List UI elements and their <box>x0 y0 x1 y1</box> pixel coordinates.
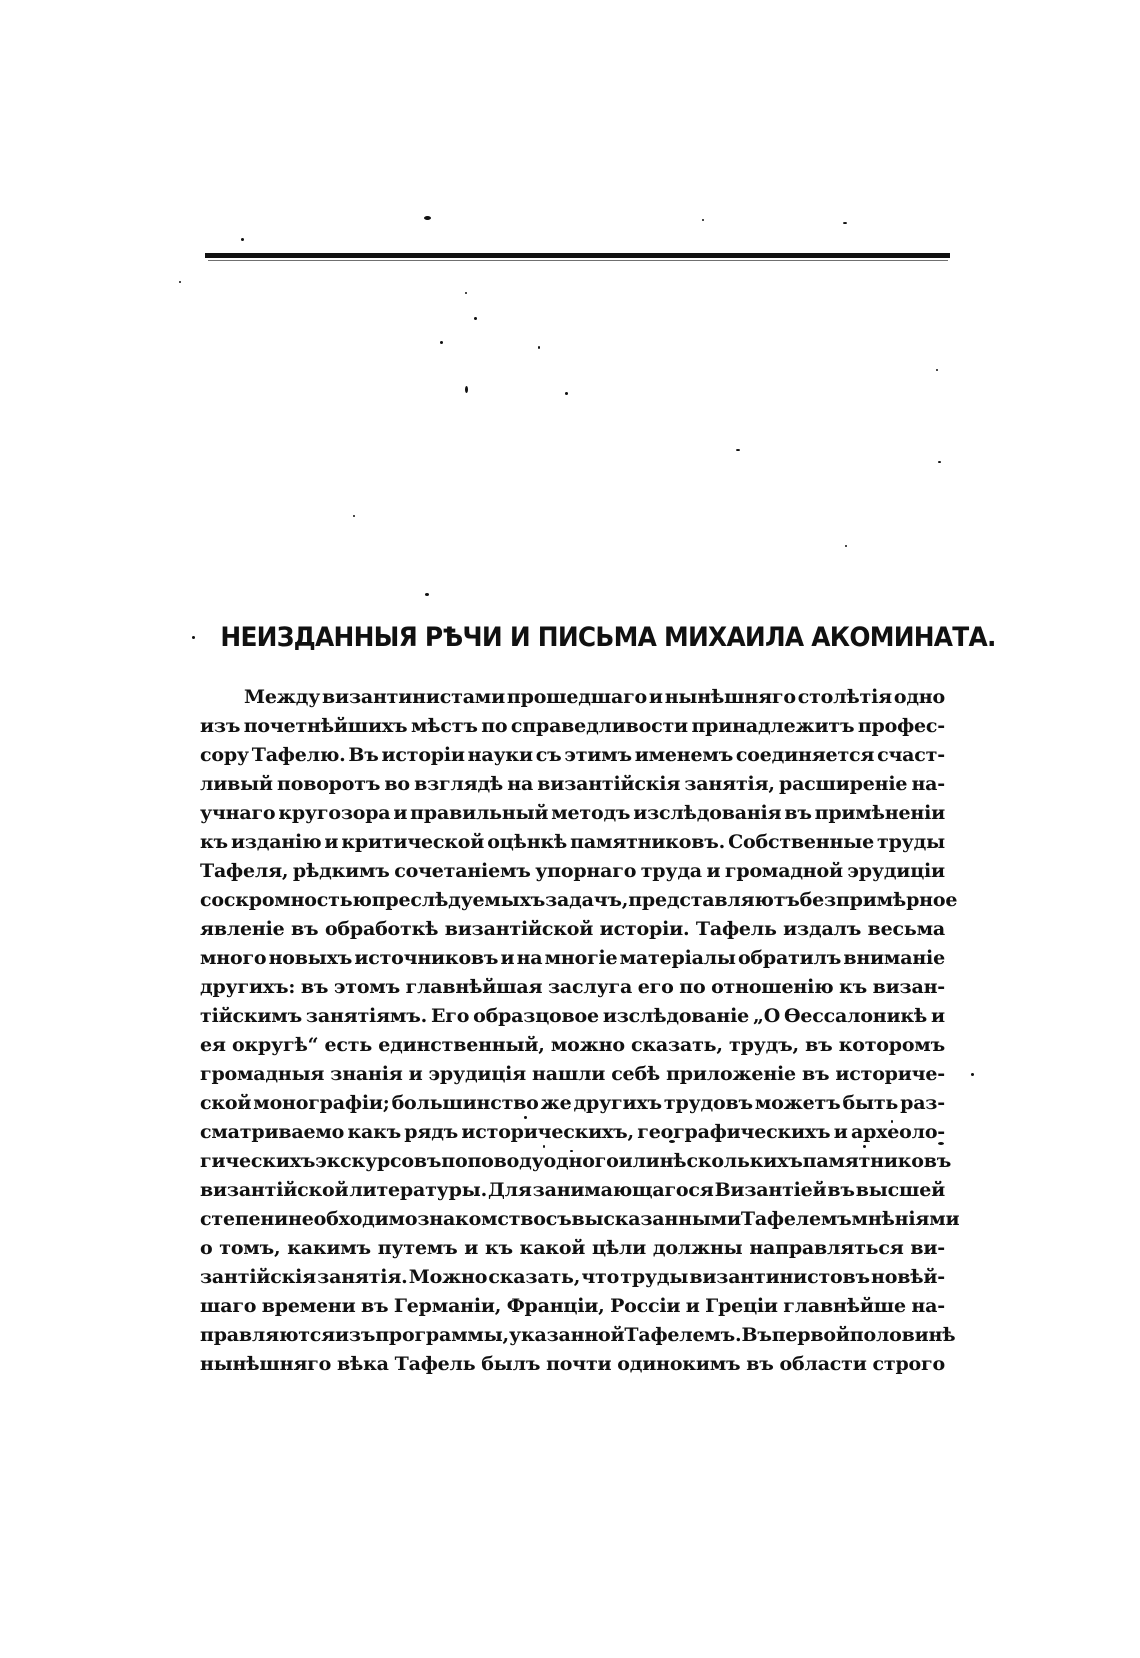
body-word: ви- <box>910 1237 945 1259</box>
body-word: себѣ <box>611 1063 661 1085</box>
body-word: цѣли <box>591 1237 647 1259</box>
scan-speck <box>936 369 938 371</box>
body-line <box>200 1176 945 1205</box>
body-word: къ <box>839 976 867 998</box>
body-word: Тафель <box>394 1353 476 1375</box>
body-word: можетъ <box>754 1092 841 1114</box>
body-word: безпримѣрное <box>799 889 958 911</box>
body-word: на <box>516 947 543 969</box>
scan-speck <box>938 461 941 463</box>
document-body <box>200 683 960 1379</box>
body-word: есть <box>324 1034 373 1056</box>
body-word: науки <box>467 744 533 766</box>
body-word: новыхъ <box>268 947 353 969</box>
scan-speck <box>425 593 429 596</box>
body-line <box>200 1118 945 1147</box>
scan-speck <box>736 449 740 451</box>
body-line <box>200 1147 952 1176</box>
body-line <box>200 828 945 857</box>
body-word: ской <box>200 1092 252 1114</box>
body-word: высшей <box>855 1179 945 1201</box>
body-word: географическихъ <box>637 1121 831 1143</box>
scan-speck <box>424 216 431 220</box>
body-word: сказать, <box>488 1266 581 1288</box>
body-word: на- <box>911 1295 945 1317</box>
scan-speck <box>843 222 847 224</box>
body-word: учнаго <box>200 802 276 824</box>
scan-speck <box>465 386 468 393</box>
body-line <box>200 683 945 712</box>
body-word: же <box>540 1092 572 1114</box>
body-word: томъ, <box>219 1237 281 1259</box>
document-title: НЕИЗДАННЫЯ РѢЧИ И ПИСЬМА МИХАИЛА АКОМИНАТА. <box>220 622 996 653</box>
body-word: зантійскія <box>200 1266 316 1288</box>
body-line <box>200 1234 945 1263</box>
body-word: громадной <box>724 860 843 882</box>
body-word: отношенію <box>711 976 834 998</box>
body-word: и <box>464 1237 479 1259</box>
body-word: „О <box>753 1005 781 1027</box>
body-word: трудъ, <box>729 1034 799 1056</box>
scan-speck <box>845 545 847 547</box>
body-word: на <box>507 773 534 795</box>
body-word: громадныя <box>200 1063 325 1085</box>
body-word: Можно <box>408 1266 488 1288</box>
body-word: его <box>637 976 674 998</box>
body-word: взглядѣ <box>414 773 504 795</box>
body-word: занятія. <box>317 1266 408 1288</box>
body-word: на- <box>911 773 945 795</box>
body-word: и <box>931 1005 945 1027</box>
body-line <box>200 1031 945 1060</box>
body-word: прошедшаго <box>506 686 647 708</box>
body-word: сочетаніемъ <box>394 860 531 882</box>
body-word: должны <box>652 1237 743 1259</box>
body-word: нынѣшняго <box>200 1353 332 1375</box>
body-word: нѣсколькихъ <box>659 1150 803 1172</box>
body-word: нашли <box>532 1063 606 1085</box>
body-word: памятниковъ. <box>570 831 726 853</box>
scan-speck <box>971 1073 974 1076</box>
body-word: тійскимъ <box>200 1005 302 1027</box>
body-word: шаго <box>200 1295 257 1317</box>
body-word: сматриваемо <box>200 1121 345 1143</box>
body-word: въ <box>784 802 812 824</box>
body-word: путемъ <box>377 1237 458 1259</box>
body-word: визан- <box>872 976 945 998</box>
body-word: изслѣдованія <box>633 802 782 824</box>
body-line <box>200 1263 945 1292</box>
body-word: соединяется <box>735 744 875 766</box>
body-word: византинистовъ <box>689 1266 870 1288</box>
body-word: историче- <box>835 1063 945 1085</box>
body-word: по <box>679 976 706 998</box>
body-word: въ <box>300 976 329 998</box>
body-word: по <box>481 715 508 737</box>
body-word: столѣтія <box>797 686 892 708</box>
body-word: эрудиціи <box>847 860 945 882</box>
body-word: ея <box>200 1034 226 1056</box>
body-word: Между <box>244 686 321 708</box>
body-word: Въ <box>741 1324 772 1346</box>
body-word: Для <box>487 1179 532 1201</box>
body-word: византійской <box>200 1179 349 1201</box>
body-word: византинистами <box>322 686 505 708</box>
body-word: былъ <box>481 1353 541 1375</box>
body-word: какимъ <box>287 1237 371 1259</box>
body-word: о <box>200 1237 213 1259</box>
body-word: мнѣніями <box>851 1208 960 1230</box>
body-word: къ <box>200 831 228 853</box>
scan-speck <box>702 219 704 221</box>
body-word: обратилъ <box>737 947 842 969</box>
body-word: занятія, <box>684 773 775 795</box>
body-word: сказать, <box>631 1034 723 1056</box>
body-line <box>200 799 945 828</box>
body-word: экскурсовъ <box>315 1150 442 1172</box>
body-word: въ <box>291 918 319 940</box>
body-word: какъ <box>347 1121 401 1143</box>
body-word: и <box>393 802 408 824</box>
body-word: поводу <box>467 1150 544 1172</box>
body-word: или <box>618 1150 660 1172</box>
body-word: этимъ <box>564 744 632 766</box>
body-word: исторіи. <box>599 918 690 940</box>
body-word: новѣй- <box>871 1266 945 1288</box>
body-word: во <box>384 773 410 795</box>
body-word: въ <box>801 1063 830 1085</box>
body-line <box>200 886 958 915</box>
body-word: сору <box>200 744 249 766</box>
body-word: профес- <box>857 715 945 737</box>
body-word: въ <box>361 1295 389 1317</box>
body-word: гическихъ <box>200 1150 316 1172</box>
body-word: округѣ“ <box>231 1034 319 1056</box>
body-word: вѣка <box>336 1353 389 1375</box>
body-word: съ <box>545 1208 572 1230</box>
body-word: Тафелемъ. <box>624 1324 742 1346</box>
body-word: въ <box>746 1353 774 1375</box>
body-word: рядъ <box>404 1121 459 1143</box>
body-word: примѣненіи <box>814 802 945 824</box>
body-word: половинѣ <box>849 1324 956 1346</box>
body-word: указанной <box>508 1324 625 1346</box>
body-word: высказанными <box>571 1208 741 1230</box>
body-word: Тафелю. <box>251 744 346 766</box>
body-word: и <box>685 1295 700 1317</box>
body-word: преслѣдуемыхъ <box>371 889 546 911</box>
body-word: матеріалы <box>619 947 736 969</box>
body-word: византійскія <box>537 773 681 795</box>
body-word: приложеніе <box>666 1063 796 1085</box>
body-line <box>200 944 945 973</box>
body-word: съ <box>535 744 562 766</box>
body-word: изданію <box>230 831 322 853</box>
body-line <box>200 973 945 1002</box>
scan-speck <box>474 317 477 320</box>
body-word: Византіей <box>714 1179 827 1201</box>
body-word: большинство <box>391 1092 539 1114</box>
body-word: труды <box>877 831 945 853</box>
body-word: по <box>441 1150 468 1172</box>
body-word: справедливости <box>510 715 688 737</box>
body-word: трудовъ <box>663 1092 753 1114</box>
body-word: занимающагося <box>532 1179 714 1201</box>
body-word: труды <box>620 1266 689 1288</box>
body-word: Германіи, <box>393 1295 502 1317</box>
body-word: Его <box>430 1005 470 1027</box>
body-word: весьма <box>867 918 945 940</box>
body-word: скромностью <box>223 889 372 911</box>
body-word: которомъ <box>838 1034 945 1056</box>
body-word: образцовое <box>473 1005 599 1027</box>
body-word: оцѣнкѣ <box>487 831 568 853</box>
body-word: изъ <box>335 1324 376 1346</box>
body-word: одинокимъ <box>617 1353 741 1375</box>
body-word: Греціи <box>705 1295 778 1317</box>
body-word: въ <box>805 1034 833 1056</box>
body-word: можно <box>550 1034 625 1056</box>
body-word: времени <box>261 1295 356 1317</box>
scan-speck <box>538 346 540 349</box>
body-word: въ <box>827 1179 855 1201</box>
body-line <box>200 1060 945 1089</box>
body-word: заслуга <box>547 976 633 998</box>
body-word: этомъ <box>333 976 400 998</box>
body-line <box>200 1321 956 1350</box>
body-word: единственный, <box>378 1034 545 1056</box>
body-word: и <box>648 686 663 708</box>
body-word: Собственные <box>728 831 874 853</box>
scan-speck <box>179 281 181 283</box>
body-word: раз- <box>900 1092 945 1114</box>
body-word: вниманіе <box>843 947 945 969</box>
body-word: Въ <box>348 744 379 766</box>
body-word: первой <box>771 1324 850 1346</box>
body-line <box>200 712 945 741</box>
body-word: главнѣйше <box>783 1295 906 1317</box>
body-word: одного <box>543 1150 619 1172</box>
body-word: необходимо <box>288 1208 418 1230</box>
body-word: ливый <box>200 773 273 795</box>
body-word: исторіи <box>381 744 465 766</box>
body-word: и <box>500 947 515 969</box>
body-word: кругозора <box>278 802 391 824</box>
body-word: правляются <box>200 1324 335 1346</box>
body-word: правильный <box>410 802 549 824</box>
body-line <box>200 1205 960 1234</box>
body-word: изслѣдованіе <box>602 1005 750 1027</box>
body-word: византійской <box>444 918 594 940</box>
body-word: одно <box>893 686 945 708</box>
body-word: много <box>200 947 267 969</box>
body-line <box>200 1002 945 1031</box>
body-word: нынѣшняго <box>664 686 796 708</box>
body-word: Франціи, <box>506 1295 605 1317</box>
body-word: знанія <box>330 1063 403 1085</box>
body-word: направляться <box>749 1237 904 1259</box>
body-word: и <box>706 860 721 882</box>
body-word: занятіямъ. <box>305 1005 428 1027</box>
body-word: мѣстъ <box>410 715 478 737</box>
body-word: Тафелемъ <box>740 1208 852 1230</box>
body-word: источниковъ <box>354 947 499 969</box>
body-word: рѣдкимъ <box>292 860 390 882</box>
body-line <box>200 770 945 799</box>
body-word: обработкѣ <box>324 918 439 940</box>
body-word: строго <box>872 1353 945 1375</box>
body-word: и <box>324 831 339 853</box>
body-word: къ <box>484 1237 513 1259</box>
scan-speck <box>192 636 195 639</box>
body-word: издалъ <box>783 918 862 940</box>
body-word: монографіи; <box>253 1092 390 1114</box>
body-line <box>200 741 945 770</box>
body-word: именемъ <box>634 744 734 766</box>
body-word: методъ <box>551 802 631 824</box>
header-rule <box>205 253 950 258</box>
body-word: памятниковъ <box>802 1150 952 1172</box>
body-word: явленіе <box>200 918 285 940</box>
body-word: историческихъ, <box>461 1121 634 1143</box>
body-word: области <box>779 1353 867 1375</box>
body-word: Өессалоникѣ <box>784 1005 928 1027</box>
body-word: расширеніе <box>778 773 908 795</box>
body-word: степени <box>200 1208 289 1230</box>
body-word: знакомство <box>417 1208 546 1230</box>
body-word: программы, <box>375 1324 509 1346</box>
body-word: задачъ, <box>545 889 629 911</box>
body-word: эрудиція <box>428 1063 527 1085</box>
body-word: поворотъ <box>277 773 381 795</box>
scan-speck <box>353 515 355 517</box>
body-word: другихъ <box>573 1092 662 1114</box>
body-word: Тафель <box>695 918 777 940</box>
scan-speck <box>465 292 467 294</box>
body-word: и <box>833 1121 848 1143</box>
body-word: упорнаго <box>535 860 637 882</box>
body-word: многіе <box>544 947 618 969</box>
body-word: главнѣйшая <box>405 976 543 998</box>
body-word: археоло- <box>850 1121 945 1143</box>
scan-speck <box>565 392 568 395</box>
body-word: быть <box>842 1092 899 1114</box>
body-word: изъ <box>200 715 241 737</box>
body-word: счаст- <box>877 744 945 766</box>
body-word: почетнѣйшихъ <box>243 715 408 737</box>
body-line <box>200 1089 945 1118</box>
body-word: со <box>200 889 224 911</box>
body-word: Тафеля, <box>200 860 289 882</box>
body-word: принадлежитъ <box>691 715 855 737</box>
body-word: другихъ: <box>200 976 296 998</box>
body-line <box>200 915 945 944</box>
scan-speck <box>440 341 443 344</box>
body-word: литературы. <box>349 1179 487 1201</box>
body-line <box>200 1292 945 1321</box>
body-word: критической <box>341 831 485 853</box>
body-word: что <box>581 1266 620 1288</box>
body-word: труда <box>640 860 702 882</box>
body-word: представляютъ <box>628 889 800 911</box>
body-word: и <box>408 1063 423 1085</box>
scan-speck <box>241 238 244 241</box>
body-word: почти <box>546 1353 612 1375</box>
body-line <box>200 1350 945 1379</box>
header-rule-shadow <box>208 260 948 261</box>
body-word: какой <box>519 1237 586 1259</box>
body-line <box>200 857 945 886</box>
body-word: Россіи <box>610 1295 681 1317</box>
